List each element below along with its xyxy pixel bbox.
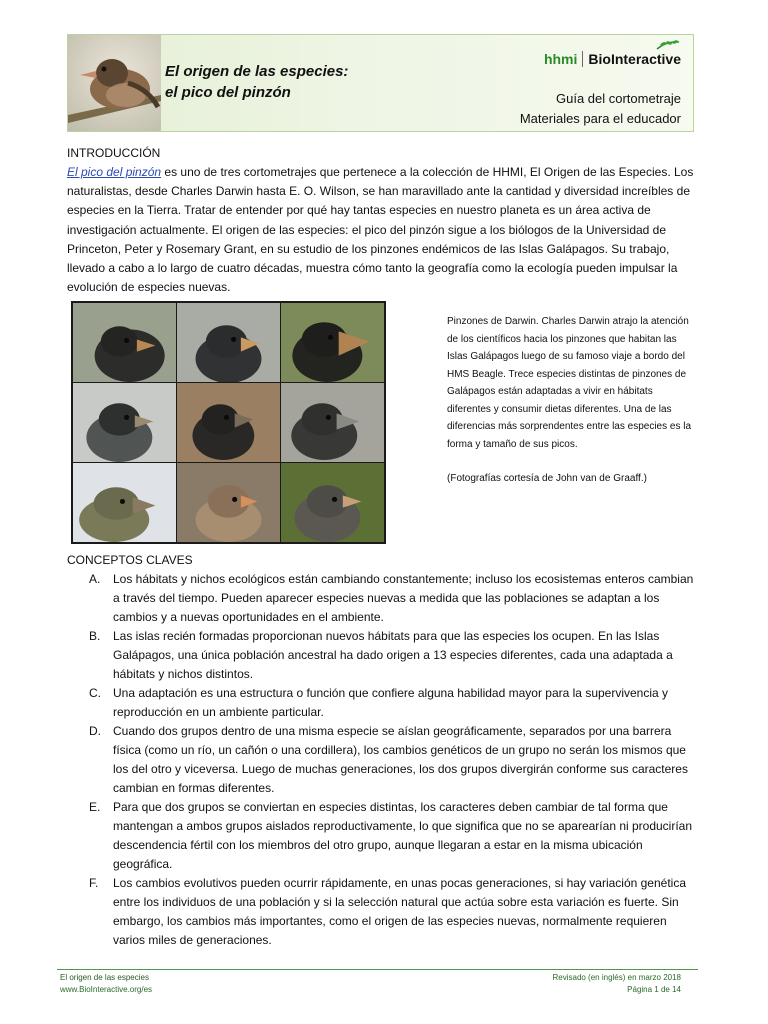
guide-subtitle: Guía del cortometraje — [555, 91, 681, 106]
hhmi-biointeractive-logo[interactable] — [544, 49, 681, 69]
footer-website-link[interactable]: www.BioInteractive.org/es — [60, 985, 153, 994]
finch-photo — [73, 463, 176, 542]
intro-text: es uno de tres cortometrajes que pertenece a la colección de HHMI, El Origen de las Especies. Los naturalistas, desde Charles Darwin hasta E. O. Wilson, se han maravillado ante la cantidad y diversidad increíbles de especies en la Tierra. Tratar de entender por qué hay tantas especies en nuestro planeta es un área activa de investigación actualmente. El origen de las especies: el pico del pinzón sigue a los biólogos de la Universidad de Princeton, Peter y Rosemary Grant, en su estudio de los pinzones endémicos de las Islas Galápagos. Su trabajo, llevado a cabo a lo largo de cuatro décadas, muestra cómo tanto la geografía como la ecología pueden impulsar la evolución de especies nuevas. — [67, 165, 694, 295]
logo-hhmi: hhmi — [543, 51, 578, 67]
finch-photo — [177, 463, 280, 542]
concept-text: Los hábitats y nichos ecológicos están cambiando constantemente; incluso los ecosistemas enteros cambian a través del tiempo. Pueden aparecer especies nuevas a medida que las poblaciones se adaptan a los cambios y a nuevas oportunidades en el ambiente. — [113, 572, 694, 624]
finch-photo — [177, 383, 280, 462]
concept-item — [67, 570, 695, 627]
finch-photo — [73, 303, 176, 382]
caption-title: Pinzones de Darwin. — [447, 316, 539, 327]
footer-left — [60, 972, 152, 996]
photo-credit: (Fotografías cortesía de John van de Graaff.) — [447, 473, 647, 484]
logo-biointeractive: BioInteractive — [588, 51, 681, 67]
concept-item — [67, 874, 695, 950]
finch-photo — [281, 303, 384, 382]
concept-letter: D. — [89, 724, 101, 738]
finch-photo — [73, 383, 176, 462]
finch-photo — [281, 463, 384, 542]
concept-text: Cuando dos grupos dentro de una misma especie se aíslan geográficamente, separados por una barrera física (como un río, un cañón o una cordillera), los cambios genéticos de un grupo no serán los mismos que los del otro y viceversa. Luego de muchas generaciones, los dos grupos divergirán conforme sus caracteres cambian en formas diferentes. — [113, 724, 688, 795]
document-title-line1: El origen de las especies: — [165, 63, 349, 80]
concept-item — [67, 722, 695, 798]
footer-series-title: El origen de las especies — [60, 973, 149, 982]
concept-item — [67, 627, 695, 684]
concept-item — [67, 798, 695, 874]
concept-text: Las islas recién formadas proporcionan nuevos hábitats para que las especies los ocupen. En las Islas Galápagos, una única población ancestral ha dado origen a 13 especies diferentes, cada una adaptada a hábitats y nichos distintos. — [113, 629, 673, 681]
concept-text: Para que dos grupos se conviertan en especies distintas, los caracteres deben cambiar de tal forma que mantengan a ambos grupos aislados reproductivamente, lo que significa que no se aparearían ni producirían descendencia fértil con los miembros del otro grupo, aunque llegaran a estar en la misma ubicación geográfica. — [113, 800, 693, 871]
concept-letter: F. — [89, 876, 99, 890]
intro-paragraph — [67, 163, 695, 297]
concept-letter: C. — [89, 686, 101, 700]
figure-caption — [447, 313, 692, 453]
materials-subtitle: Materiales para el educador — [519, 111, 681, 126]
finch-photo-grid — [71, 301, 386, 544]
concept-letter: B. — [89, 629, 101, 643]
intro-heading: INTRODUCCIÓN — [67, 146, 161, 160]
header-banner — [67, 34, 694, 132]
footer-divider — [57, 969, 698, 970]
film-link[interactable]: El pico del pinzón — [67, 165, 162, 179]
finch-photo — [281, 383, 384, 462]
logo-divider — [582, 51, 583, 67]
footer-page-number: Página 1 de 14 — [627, 985, 681, 994]
concept-letter: A. — [89, 572, 101, 586]
caption-text: Charles Darwin atrajo la atención de los científicos hacia los pinzones que habitan las Islas Galápagos luego de su famoso viaje a bordo del HMS Beagle. Trece especies distintas de pinzones de Galápagos están adaptadas a vivir en hábitats diferentes y consumir dietas diferentes. Una de las diferencias más sorprendentes entre las especies es la forma y tamaño de sus picos. — [447, 316, 692, 450]
concept-text: Los cambios evolutivos pueden ocurrir rápidamente, en unas pocas generaciones, si hay variación genética entre los individuos de una población y si la selección natural que actúa sobre esta variación es fuerte. Sin embargo, los cambios más importantes, como el origen de las especies nuevas, normalmente requieren varios miles de generaciones. — [113, 876, 687, 947]
document-title-line2: el pico del pinzón — [165, 84, 291, 101]
concept-letter: E. — [89, 800, 101, 814]
finch-header-photo — [68, 35, 161, 131]
concept-item — [67, 684, 695, 722]
finch-photo — [177, 303, 280, 382]
concepts-heading: CONCEPTOS CLAVES — [67, 553, 193, 567]
footer-revision-date: Revisado (en inglés) en marzo 2018 — [552, 973, 681, 982]
concept-text: Una adaptación es una estructura o función que confiere alguna habilidad mayor para la supervivencia y reproducción en un ambiente particular. — [113, 686, 669, 719]
concepts-list — [67, 570, 695, 950]
footer-right — [552, 972, 681, 996]
